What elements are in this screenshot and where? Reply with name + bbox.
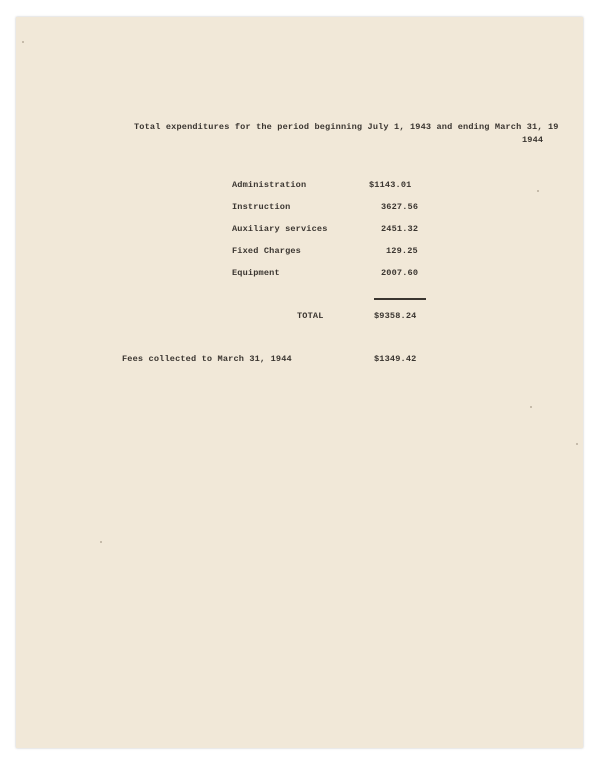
expense-amount-equipment: 2007.60 — [381, 268, 419, 278]
paper-speck — [576, 443, 578, 445]
title-line-1: Total expenditures for the period beginning July 1, 1943 and ending March 31, 19 — [134, 122, 559, 132]
total-underline — [374, 298, 426, 300]
expense-label-instruction: Instruction — [232, 202, 291, 212]
fees-amount: $1349.42 — [374, 354, 417, 364]
paper-speck — [22, 41, 24, 43]
total-label: TOTAL — [297, 311, 324, 321]
expense-amount-auxiliary-services: 2451.32 — [381, 224, 419, 234]
total-amount: $9358.24 — [374, 311, 417, 321]
paper-speck — [537, 190, 539, 192]
expense-label-administration: Administration — [232, 180, 307, 190]
typed-document-page — [16, 17, 583, 748]
paper-speck — [100, 541, 102, 543]
paper-speck — [530, 406, 532, 408]
title-line-2: 1944 — [522, 135, 544, 145]
expense-amount-administration: $1143.01 — [369, 180, 412, 190]
expense-label-fixed-charges: Fixed Charges — [232, 246, 301, 256]
fees-label: Fees collected to March 31, 1944 — [122, 354, 292, 364]
expense-amount-fixed-charges: 129.25 — [386, 246, 418, 256]
expense-amount-instruction: 3627.56 — [381, 202, 419, 212]
expense-label-equipment: Equipment — [232, 268, 280, 278]
expense-label-auxiliary-services: Auxiliary services — [232, 224, 328, 234]
